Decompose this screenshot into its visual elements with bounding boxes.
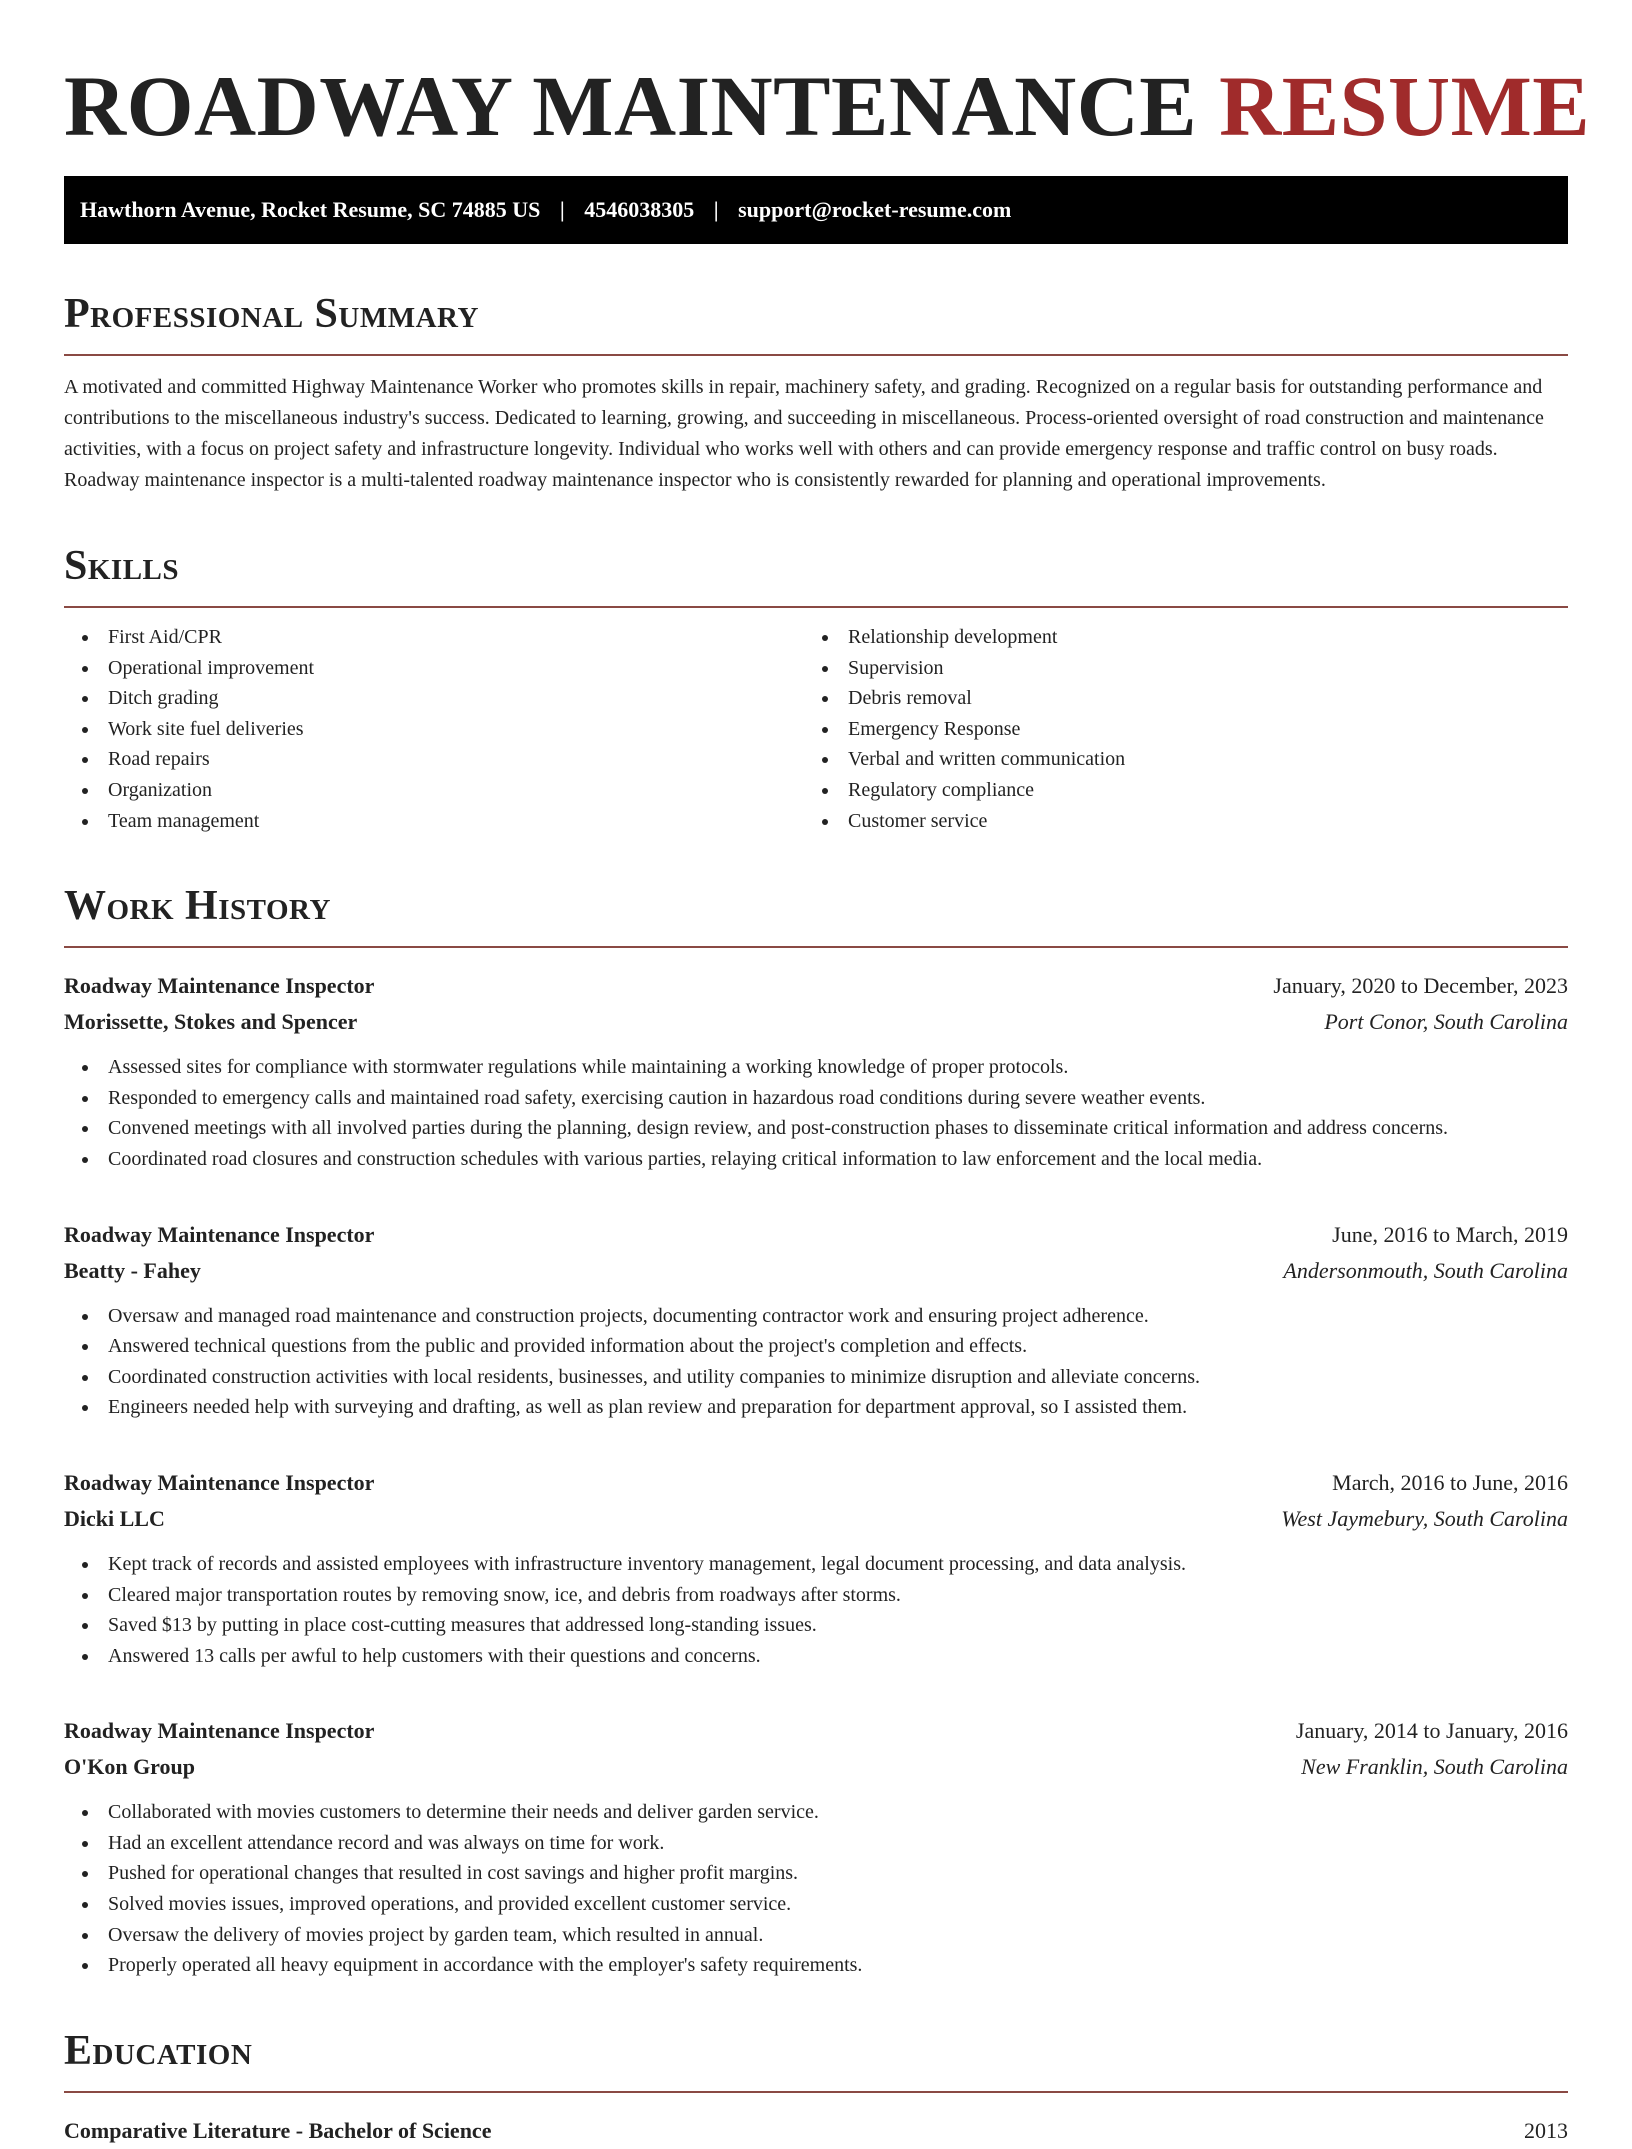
job-duties (64, 1052, 1568, 1174)
job-duty: Collaborated with movies customers to determine their needs and deliver garden service. (64, 1797, 1568, 1828)
job-duty: Answered technical questions from the public and provided information about the project's completion and effects. (64, 1331, 1568, 1362)
job-duty: Had an excellent attendance record and was always on time for work. (64, 1828, 1568, 1859)
education-degree: Comparative Literature - Bachelor of Science (64, 2117, 492, 2143)
skill-item: Operational improvement (64, 653, 804, 684)
education-entry (64, 2113, 1568, 2149)
job-company: Beatty - Fahey (64, 1257, 201, 1283)
skill-item: Ditch grading (64, 683, 804, 714)
job-duty: Answered 13 calls per awful to help customers with their questions and concerns. (64, 1641, 1568, 1672)
contact-separator: | (713, 197, 719, 222)
job-dates: March, 2016 to June, 2016 (1332, 1469, 1568, 1495)
job-entry (64, 1465, 1568, 1671)
title-main: ROADWAY MAINTENANCE (64, 58, 1198, 154)
contact-address: Hawthorn Avenue, Rocket Resume, SC 74885 US (80, 197, 541, 222)
skills-column-left (64, 622, 804, 836)
job-location: West Jaymebury, South Carolina (1281, 1505, 1568, 1531)
skill-item: Organization (64, 775, 804, 806)
section-heading: Professional Summary (64, 291, 479, 337)
job-company-row (64, 1749, 1568, 1785)
job-company: O'Kon Group (64, 1754, 196, 1780)
section-divider (64, 946, 1568, 948)
skill-item: Debris removal (804, 683, 1544, 714)
title-accent: RESUME (1219, 58, 1591, 154)
job-duty: Cleared major transportation routes by removing snow, ice, and debris from roadways after storms. (64, 1580, 1568, 1611)
job-entry (64, 1713, 1568, 1981)
skill-item: Verbal and written communication (804, 744, 1544, 775)
contact-phone: 4546038305 (584, 197, 695, 222)
job-duty: Convened meetings with all involved parties during the planning, design review, and post-construction phases to disseminate critical information and address concerns. (64, 1113, 1568, 1144)
job-duty: Coordinated construction activities with local residents, businesses, and utility companies to minimize disruption and alleviate concerns. (64, 1362, 1568, 1393)
section-divider (64, 354, 1568, 356)
job-duty: Assessed sites for compliance with stormwater regulations while maintaining a working knowledge of proper protocols. (64, 1052, 1568, 1083)
section-heading: Skills (64, 543, 180, 589)
contact-bar (64, 176, 1568, 244)
section-heading: Education (64, 2027, 253, 2074)
job-title-row (64, 1465, 1568, 1501)
section-heading: Work History (64, 883, 331, 930)
job-company-row (64, 1004, 1568, 1040)
skill-item: Road repairs (64, 744, 804, 775)
skills-column-right (804, 622, 1544, 836)
job-title: Roadway Maintenance Inspector (64, 1718, 375, 1744)
job-dates: January, 2014 to January, 2016 (1295, 1718, 1568, 1744)
job-duties (64, 1549, 1568, 1671)
job-company-row (64, 1501, 1568, 1537)
job-duty: Pushed for operational changes that resulted in cost savings and higher profit margins. (64, 1858, 1568, 1889)
job-company-row (64, 1253, 1568, 1289)
skill-item: Supervision (804, 653, 1544, 684)
job-location: New Franklin, South Carolina (1301, 1754, 1568, 1780)
job-duty: Solved movies issues, improved operations, and provided excellent customer service. (64, 1889, 1568, 1920)
section-divider (64, 2091, 1568, 2093)
job-title-row (64, 1713, 1568, 1749)
job-title-row (64, 968, 1568, 1004)
job-duty: Oversaw the delivery of movies project by garden team, which resulted in annual. (64, 1920, 1568, 1951)
summary-text: A motivated and committed Highway Maintenance Worker who promotes skills in repair, machinery safety, and grading. Recognized on a regular basis for outstanding performance and contributions to the miscellaneous industry's success. Dedicated to learning, growing, and succeeding in miscellaneous. Process-oriented oversight of road construction and maintenance activities, with a focus on project safety and infrastructure longevity. Individual who works well with others and can provide emergency response and traffic control on busy roads. Roadway maintenance inspector is a multi-talented roadway maintenance inspector who is consistently rewarded for planning and operational improvements. (64, 376, 1544, 491)
work-history-section (64, 880, 1568, 1981)
job-duty: Saved $13 by putting in place cost-cutting measures that addressed long-standing issues. (64, 1610, 1568, 1641)
job-entry (64, 1217, 1568, 1423)
skill-item: Team management (64, 806, 804, 837)
job-dates: June, 2016 to March, 2019 (1332, 1221, 1568, 1247)
job-title: Roadway Maintenance Inspector (64, 1221, 375, 1247)
job-duties (64, 1797, 1568, 1981)
job-company: Dicki LLC (64, 1505, 165, 1531)
job-entry (64, 968, 1568, 1174)
skill-item: Relationship development (804, 622, 1544, 653)
resume-title (64, 56, 1591, 156)
section-divider (64, 606, 1568, 608)
job-company: Morissette, Stokes and Spencer (64, 1009, 358, 1035)
job-duty: Oversaw and managed road maintenance and construction projects, documenting contractor work and ensuring project adherence. (64, 1301, 1568, 1332)
skill-item: Emergency Response (804, 714, 1544, 745)
job-location: Port Conor, South Carolina (1324, 1009, 1568, 1035)
job-duties (64, 1301, 1568, 1423)
skill-item: First Aid/CPR (64, 622, 804, 653)
job-duty: Engineers needed help with surveying and drafting, as well as plan review and preparation for department approval, so I assisted them. (64, 1392, 1568, 1423)
job-title: Roadway Maintenance Inspector (64, 973, 375, 999)
job-dates: January, 2020 to December, 2023 (1273, 973, 1568, 999)
job-duty: Kept track of records and assisted employees with infrastructure inventory management, legal document processing, and data analysis. (64, 1549, 1568, 1580)
job-title: Roadway Maintenance Inspector (64, 1469, 375, 1495)
professional-summary-section (64, 288, 1568, 496)
job-duty: Properly operated all heavy equipment in accordance with the employer's safety requirements. (64, 1950, 1568, 1981)
job-location: Andersonmouth, South Carolina (1283, 1257, 1568, 1283)
skill-item: Regulatory compliance (804, 775, 1544, 806)
job-duty: Responded to emergency calls and maintained road safety, exercising caution in hazardous road conditions during severe weather events. (64, 1083, 1568, 1114)
education-section (64, 2025, 1568, 2149)
education-year: 2013 (1524, 2117, 1568, 2143)
contact-separator: | (559, 197, 565, 222)
job-duty: Coordinated road closures and construction schedules with various parties, relaying critical information to law enforcement and the local media. (64, 1144, 1568, 1175)
skills-list (64, 622, 1568, 836)
contact-email: support@rocket-resume.com (738, 197, 1012, 222)
job-title-row (64, 1217, 1568, 1253)
skill-item: Customer service (804, 806, 1544, 837)
skills-section (64, 540, 1568, 836)
skill-item: Work site fuel deliveries (64, 714, 804, 745)
